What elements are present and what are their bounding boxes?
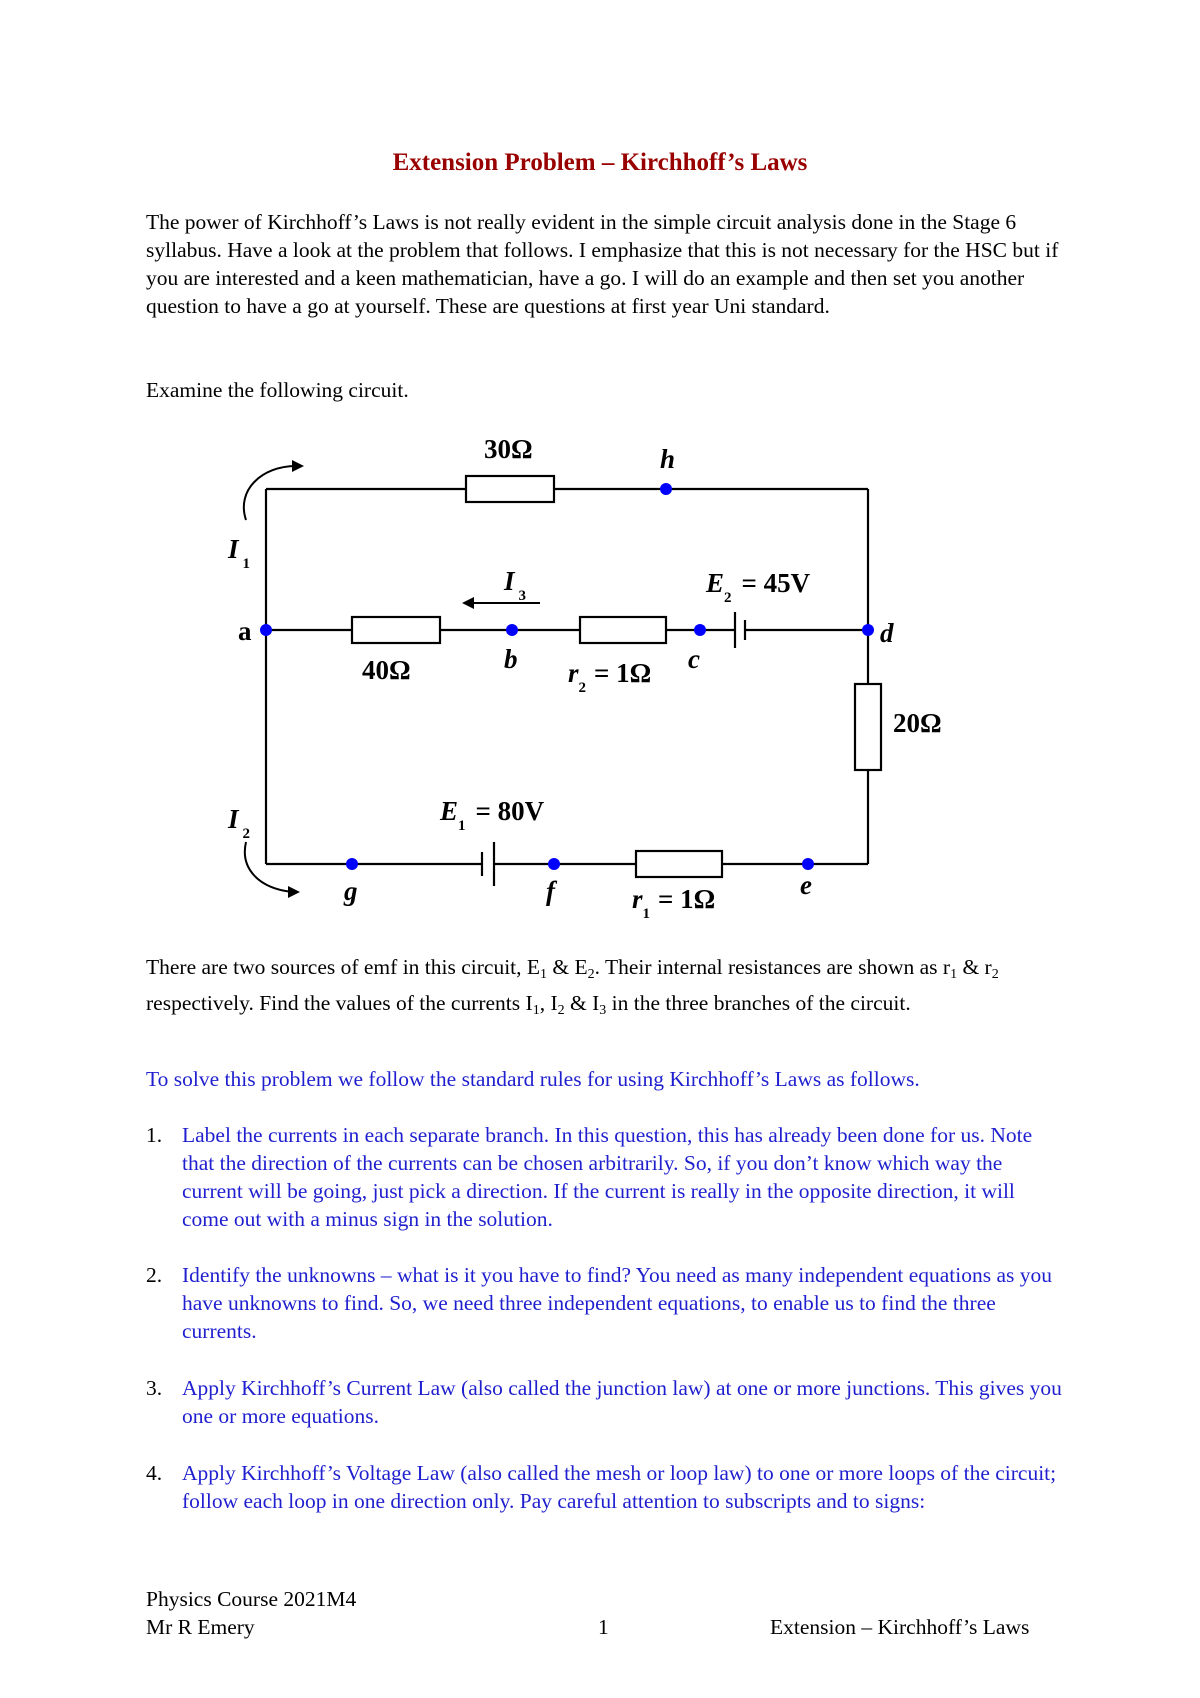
label-node-g: g	[344, 876, 358, 906]
examine-line: Examine the following circuit.	[146, 378, 409, 402]
node-f-dot	[548, 858, 560, 870]
node-c-dot	[694, 624, 706, 636]
step-number: 3.	[146, 1376, 163, 1400]
label-e1: E1 = 80V	[440, 796, 545, 834]
label-r1: r1 = 1Ω	[632, 884, 716, 922]
step-number: 1.	[146, 1123, 163, 1147]
label-node-f: f	[546, 876, 555, 906]
node-h-dot	[660, 483, 672, 495]
resistor-30-ohm	[466, 476, 554, 502]
label-node-d: d	[880, 618, 894, 648]
step-text: Apply Kirchhoff’s Current Law (also called the junction law) at one or more junctions. This gives you one or more equations.	[182, 1376, 1062, 1428]
label-40-ohm: 40Ω	[362, 655, 411, 685]
node-d-dot	[862, 624, 874, 636]
label-r2: r2 = 1Ω	[568, 658, 652, 696]
footer-author: Mr R Emery	[146, 1615, 255, 1639]
emf-paragraph: There are two sources of emf in this circuit, $E_1$ & $E_2$. Their internal resistances are shown as $r_1$ & $r_2$ respectively. Find the values of the currents $I_1$, $I_2$ & $I_3$ in the three branches of the circuit.	[146, 955, 999, 1018]
step-text: Apply Kirchhoff’s Voltage Law (also called the mesh or loop law) to one or more loops of the circuit; follow each loop in one direction only. Pay careful attention to subscripts and to signs:	[182, 1461, 1057, 1513]
resistor-r2	[580, 617, 666, 643]
label-e2: E2 = 45V	[706, 568, 811, 606]
label-node-b: b	[504, 644, 518, 674]
node-b-dot	[506, 624, 518, 636]
footer-course: Physics Course 2021M4	[146, 1587, 357, 1611]
resistor-20-ohm	[855, 684, 881, 770]
label-i2: I 2	[228, 804, 251, 842]
label-node-h: h	[660, 444, 676, 474]
solve-intro: To solve this problem we follow the standard rules for using Kirchhoff’s Laws as follows.	[146, 1067, 920, 1091]
footer-page-number: 1	[598, 1615, 609, 1639]
resistor-40-ohm	[352, 617, 440, 643]
step-number: 2.	[146, 1263, 163, 1287]
node-a-dot	[260, 624, 272, 636]
label-i1: I 1	[228, 534, 251, 572]
intro-paragraph: The power of Kirchhoff’s Laws is not really evident in the simple circuit analysis done in the Stage 6 syllabus. Have a look at the problem that follows. I emphasize that this is not necessary for the HSC but if you are interested and a keen mathematician, have a go. I will do an example and then set you another question to have a go at yourself. These are questions at first year Uni standard.	[146, 210, 1059, 318]
footer-topic: Extension – Kirchhoff’s Laws	[770, 1615, 1030, 1639]
label-20-ohm: 20Ω	[893, 708, 942, 738]
label-node-a: a	[238, 616, 252, 646]
step-text: Identify the unknowns – what is it you have to find? You need as many independent equations as you have unknowns to find. So, we need three independent equations, to enable us to find the three currents.	[182, 1263, 1053, 1343]
junction-nodes	[260, 483, 874, 870]
node-e-dot	[802, 858, 814, 870]
label-30-ohm: 30Ω	[484, 434, 533, 464]
resistor-r1	[636, 851, 722, 877]
label-node-e: e	[800, 870, 812, 900]
current-i2-arrow	[245, 842, 300, 898]
label-i3: I 3	[504, 566, 527, 604]
node-g-dot	[346, 858, 358, 870]
battery-e1	[482, 842, 494, 886]
step-text: Label the currents in each separate branch. In this question, this has already been done for us. Note that the direction of the currents can be chosen arbitrarily. So, if you don’t know which way the current will be going, just pick a direction. If the current is really in the opposite direction, it will come out with a minus sign in the solution.	[182, 1123, 1033, 1231]
step-number: 4.	[146, 1461, 163, 1485]
page-title: Extension Problem – Kirchhoff’s Laws	[392, 149, 808, 176]
battery-e2	[735, 612, 745, 648]
label-node-c: c	[688, 644, 700, 674]
circuit-wires	[266, 489, 868, 864]
current-i3-arrow	[462, 597, 540, 609]
